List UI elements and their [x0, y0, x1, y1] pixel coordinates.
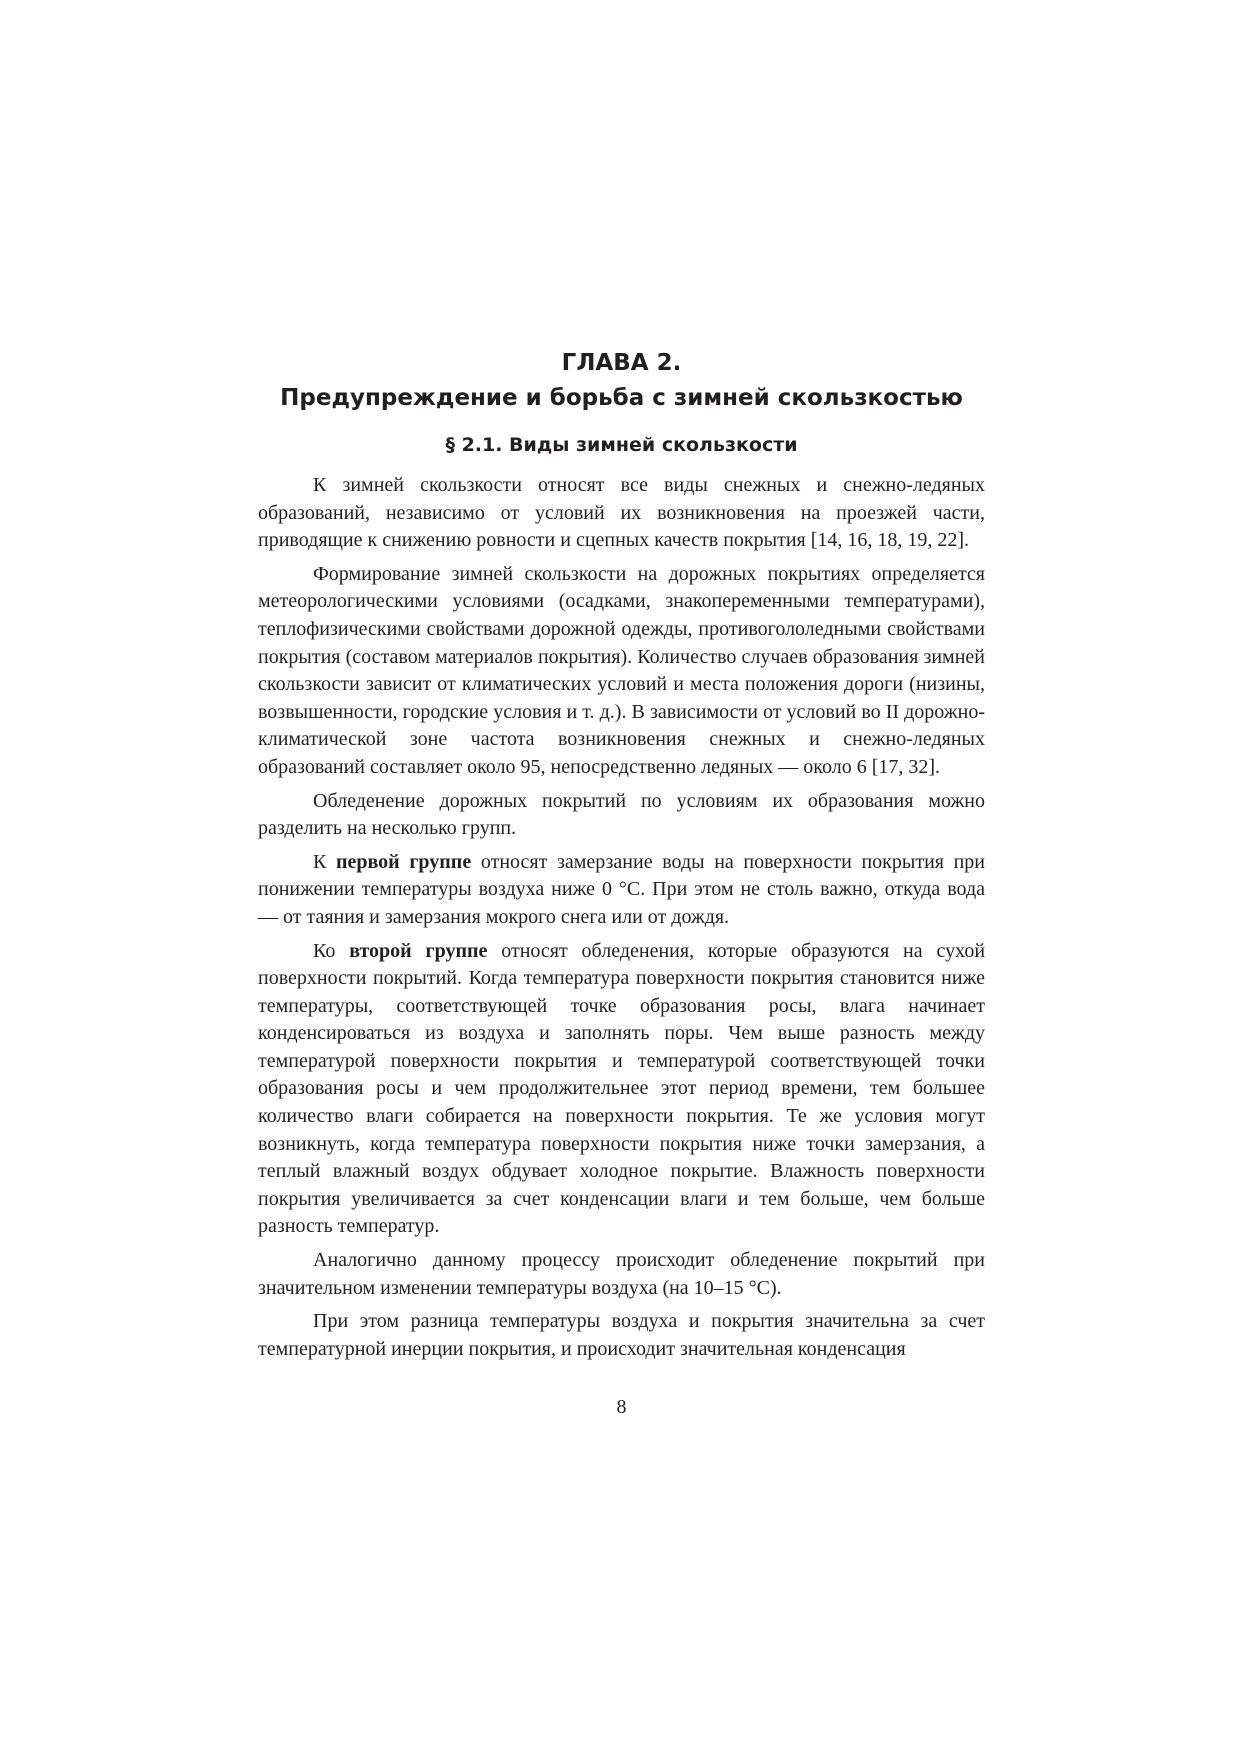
paragraph-5 — [258, 938, 985, 1242]
paragraph-1: К зимней скользкости относят все виды снежных и снежно-ледяных образований, независимо от условий их возникновения на проезжей части, приводящие к снижению ровности и сцепных качеств покрытия [14, 16, 18, 19, 22]. — [258, 474, 985, 552]
paragraph-5-lead: Ко — [313, 939, 350, 962]
section-title: § 2.1. Виды зимней скользкости — [445, 434, 798, 456]
paragraph-7: При этом разница температуры воздуха и покрытия значительна за счет температурной инерции покрытия, и происходит значительная конденсация — [258, 1310, 985, 1360]
paragraph-2: Формирование зимней скользкости на дорожных покрытиях определяется метеорологическими условиями (осадками, знакопеременными температурами), теплофизическими свойствами дорожной одежды, противогололедными свойствами покрытия (составом материалов покрытия). Количество случаев образования зимней скользкости зависит от климатических условий и места положения дороги (низины, возвышенности, городские условия и т. д.). В зависимости от условий во II дорожно-климатической зоне частота возникновения снежных и снежно-ледяных образований составляет около 95, непосредственно ледяных — около 6 [17, 32]. — [258, 562, 985, 778]
paragraph-4-rest: относят замерзание воды на поверхности покрытия при понижении температуры воздуха ниже 0 °С. При этом не столь важно, откуда вода — от таяния и замерзания мокрого снега или от дождя. — [258, 850, 986, 928]
paragraph-4 — [258, 849, 985, 932]
paragraph-3: Обледенение дорожных покрытий по условиям их образования можно разделить на несколько групп. — [258, 789, 985, 840]
second-group-term: второй группе — [349, 939, 488, 962]
chapter-title: Предупреждение и борьба с зимней скользкостью — [280, 385, 963, 411]
chapter-label: ГЛАВА 2. — [561, 350, 682, 376]
paragraph-6: Аналогично данному процессу происходит обледенение покрытий при значительном изменении температуры воздуха (на 10–15 °С). — [258, 1249, 985, 1299]
paragraph-5-rest: относят обледенения, которые образуются на сухой поверхности покрытий. Когда температура поверхности покрытия становится ниже температуры, соответствующей точке образования росы, влага начинает конденсироваться из воздуха и заполнять поры. Чем выше разность между температурой поверхности покрытия и температурой соответствующей точки образования росы и чем продолжительнее этот период времени, тем большее количество влаги собирается на поверхности покрытия. Те же условия могут возникнуть, когда температура поверхности покрытия ниже точки замерзания, а теплый влажный воздух обдувает холодное покрытие. Влажность поверхности покрытия увеличивается за счет конденсации влаги и тем больше, чем больше разность температур. — [258, 939, 986, 1238]
first-group-term: первой группе — [335, 850, 472, 873]
paragraph-4-lead: К — [313, 850, 336, 873]
page-number: 8 — [616, 1396, 627, 1418]
body-text — [258, 472, 985, 1369]
